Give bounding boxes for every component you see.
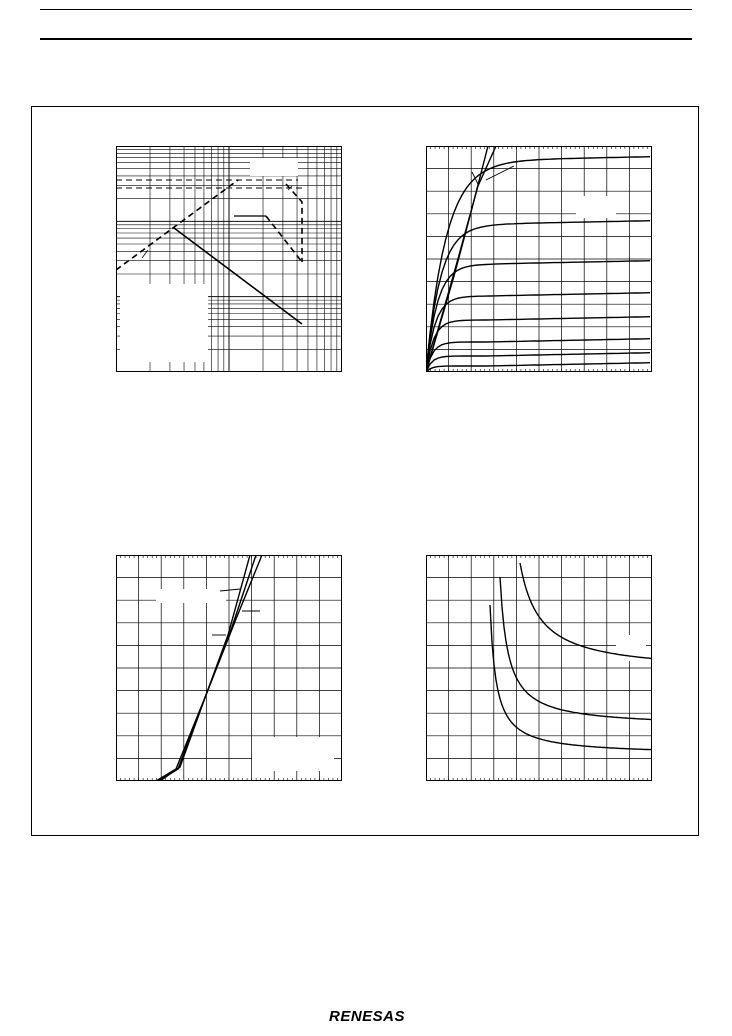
transfer-characteristics-plot [116,555,342,781]
label-area [156,589,226,603]
pulse-line [286,184,302,262]
header-rule-bottom [40,38,692,40]
label-area [252,737,334,771]
label-area [120,284,208,362]
safe-operating-area-plot [116,146,342,372]
curve [490,605,652,750]
pulse-line [266,216,302,262]
curve [426,353,650,372]
label-area [250,158,298,176]
output-characteristics-plot [426,146,652,372]
curve [426,363,650,372]
renesas-logo [312,1004,422,1028]
logo-text: RENESAS [328,1007,406,1025]
on-resistance-plot [426,555,652,781]
label-area [576,196,616,218]
curve [426,293,650,372]
header-rule-top [40,9,692,10]
leader-line [472,172,478,184]
